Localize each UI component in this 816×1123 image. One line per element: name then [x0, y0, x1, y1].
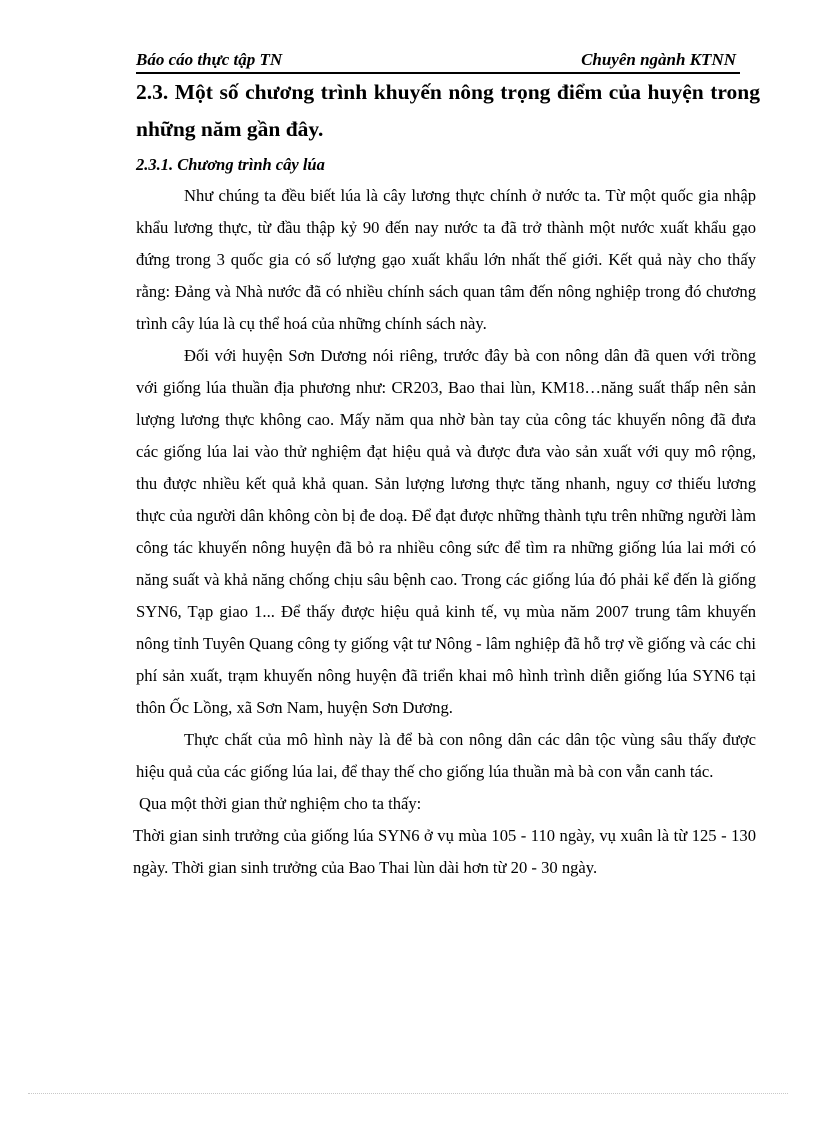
paragraph-trial-intro: Qua một thời gian thử nghiệm cho ta thấy:	[139, 794, 422, 813]
section-heading: 2.3. Một số chương trình khuyến nông trọng điểm của huyện trong những năm gần đây.	[136, 80, 760, 141]
paragraph-model-purpose: Thực chất của mô hình này là để bà con nông dân các dân tộc vùng sâu thấy được hiệu quả của các giống lúa lai, để thay thế cho giống lúa thuần mà bà con vẫn canh tác.	[136, 730, 756, 781]
header-major: Chuyên ngành KTNN	[581, 50, 736, 69]
paragraph-growth-period: Thời gian sinh trưởng của giống lúa SYN6 ở vụ mùa 105 - 110 ngày, vụ xuân là từ 125 - 130 ngày. Thời gian sinh trưởng của Bao Thai lùn dài hơn từ 20 - 30 ngày.	[133, 826, 756, 877]
paragraph-son-duong: Đối với huyện Sơn Dương nói riêng, trước đây bà con nông dân đã quen với trồng với giống lúa thuần địa phương như: CR203, Bao thai lùn, KM18…năng suất thấp nên sản lượng lương thực không cao. Mấy năm qua nhờ bàn tay của công tác khuyến nông đã đưa các giống lúa lai vào thử nghiệm đạt hiệu quả và được đưa vào sản xuất với quy mô rộng, thu được nhiều kết quả khả quan. Sản lượng lương thực tăng nhanh, nguy cơ thiếu lương thực của người dân không còn bị đe doạ. Để đạt được những thành tựu trên những người làm công tác khuyến nông huyện đã bỏ ra nhiều công sức để tìm ra những giống lúa lai mới có năng suất và khả năng chống chịu sâu bệnh cao. Trong các giống lúa đó phải kể đến là giống SYN6, Tạp giao 1... Để thấy được hiệu quả kinh tế, vụ mùa năm 2007 trung tâm khuyến nông tỉnh Tuyên Quang công ty giống vật tư Nông - lâm nghiệp đã hỗ trợ về giống và các chi phí sản xuất, trạm khuyến nông huyện đã triển khai mô hình trình diễn giống lúa SYN6 tại thôn Ốc Lồng, xã Sơn Nam, huyện Sơn Dương.	[136, 346, 756, 717]
subsection-heading: 2.3.1. Chương trình cây lúa	[136, 155, 325, 174]
paragraph-rice-overview: Như chúng ta đều biết lúa là cây lương thực chính ở nước ta. Từ một quốc gia nhập khẩu lương thực, từ đầu thập kỷ 90 đến nay nước ta đã trở thành một nước xuất khẩu gạo đứng trong 3 quốc gia có số lượng gạo xuất khẩu lớn nhất thế giới. Kết quả này cho thấy rằng: Đảng và Nhà nước đã có nhiều chính sách quan tâm đến nông nghiệp trong đó chương trình cây lúa là cụ thể hoá của những chính sách này.	[136, 186, 756, 333]
page-header	[136, 48, 740, 74]
page-bottom-rule	[28, 1093, 788, 1094]
body-text	[133, 180, 756, 884]
header-report-title: Báo cáo thực tập TN	[136, 50, 283, 69]
